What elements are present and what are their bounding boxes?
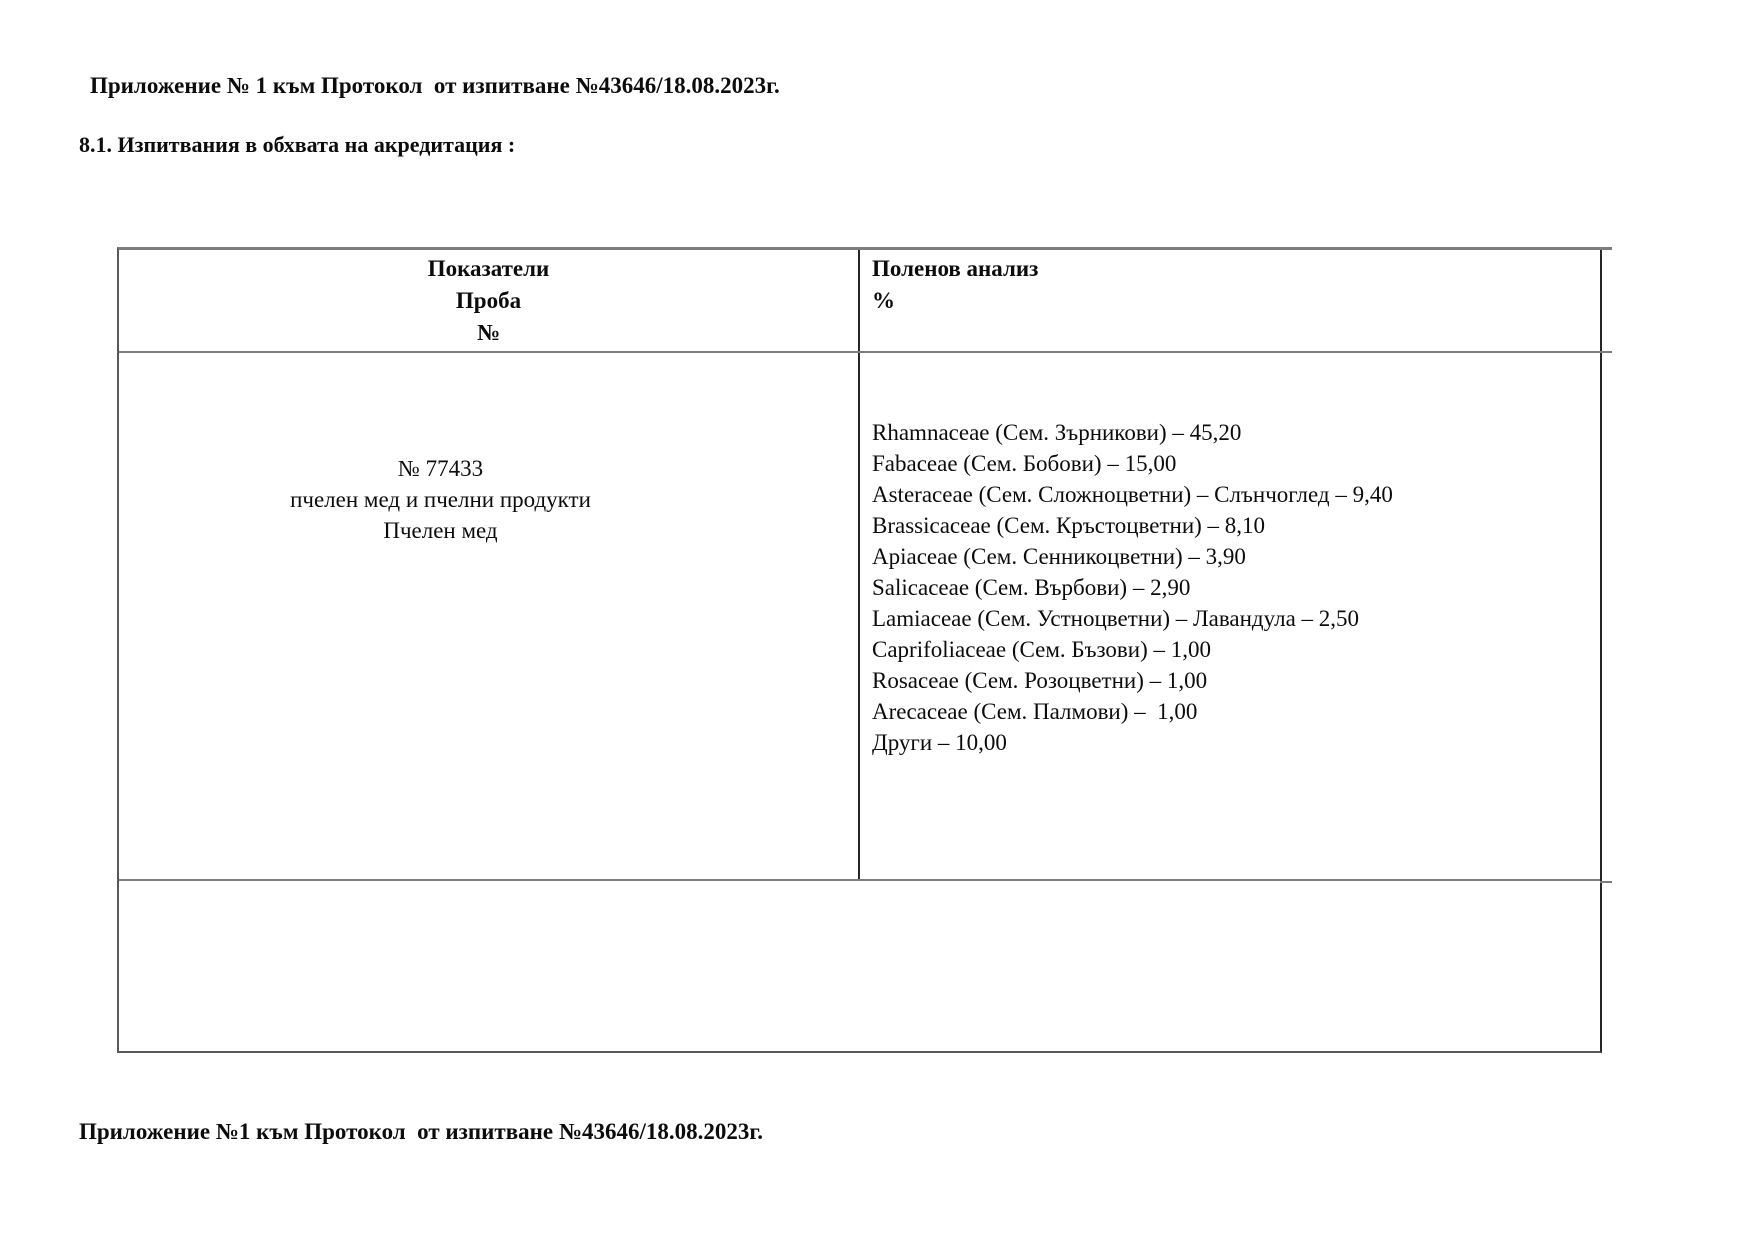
analysis-result-line: Brassicaceae (Сем. Кръстоцветни) – 8,10 — [872, 513, 1266, 538]
analysis-result-line: Caprifoliaceae (Сем. Бъзови) – 1,00 — [872, 637, 1212, 662]
cutoff-column-border-row — [1600, 881, 1612, 883]
sample-cell — [119, 353, 860, 879]
document-title: Приложение № 1 към Протокол от изпитване №43646/18.08.2023г. — [90, 73, 780, 98]
analysis-result-line: Fabaceae (Сем. Бобови) – 15,00 — [872, 451, 1177, 476]
analysis-result-line: Rosaceae (Сем. Розоцветни) – 1,00 — [872, 668, 1208, 693]
analysis-result-line: Lamiaceae (Сем. Устноцветни) – Лавандула – 2,50 — [872, 606, 1360, 631]
pollen-analysis-unit: % — [872, 288, 895, 313]
results-table — [117, 247, 1602, 1053]
sample-category: пчелен мед и пчелни продукти — [290, 487, 591, 512]
table-header-row — [119, 250, 1600, 353]
analysis-result-line: Други – 10,00 — [872, 730, 1007, 755]
header-cell-pollen-analysis — [860, 250, 1600, 351]
analysis-result-line: Salicaceae (Сем. Върбови) – 2,90 — [872, 575, 1191, 600]
table-empty-row — [119, 881, 1600, 1051]
sample-number: № 77433 — [397, 456, 484, 481]
document-footer: Приложение №1 към Протокол от изпитване №43646/18.08.2023г. — [79, 1119, 763, 1144]
cutoff-column-border-top — [1600, 247, 1612, 250]
analysis-result-line: Asteraceae (Сем. Сложноцветни) – Слънчоглед – 9,40 — [872, 482, 1393, 507]
analysis-result-line: Arecaceae (Сем. Палмови) – 1,00 — [872, 699, 1198, 724]
section-heading: 8.1. Изпитвания в обхвата на акредитация : — [79, 132, 516, 157]
sample-name: Пчелен мед — [383, 518, 498, 543]
pollen-analysis-title: Поленов анализ — [872, 256, 1039, 281]
analysis-results-cell — [860, 353, 1600, 879]
header-indicators-line: Проба — [455, 288, 522, 313]
header-cell-indicators — [119, 250, 860, 351]
header-indicators-line: № — [476, 320, 501, 345]
analysis-result-line: Apiaceae (Сем. Сенникоцветни) – 3,90 — [872, 544, 1246, 569]
header-indicators-line: Показатели — [427, 256, 550, 281]
cutoff-column-border-header — [1600, 351, 1612, 353]
analysis-result-line: Rhamnaceae (Сем. Зърникови) – 45,20 — [872, 420, 1242, 445]
table-data-row — [119, 353, 1600, 881]
